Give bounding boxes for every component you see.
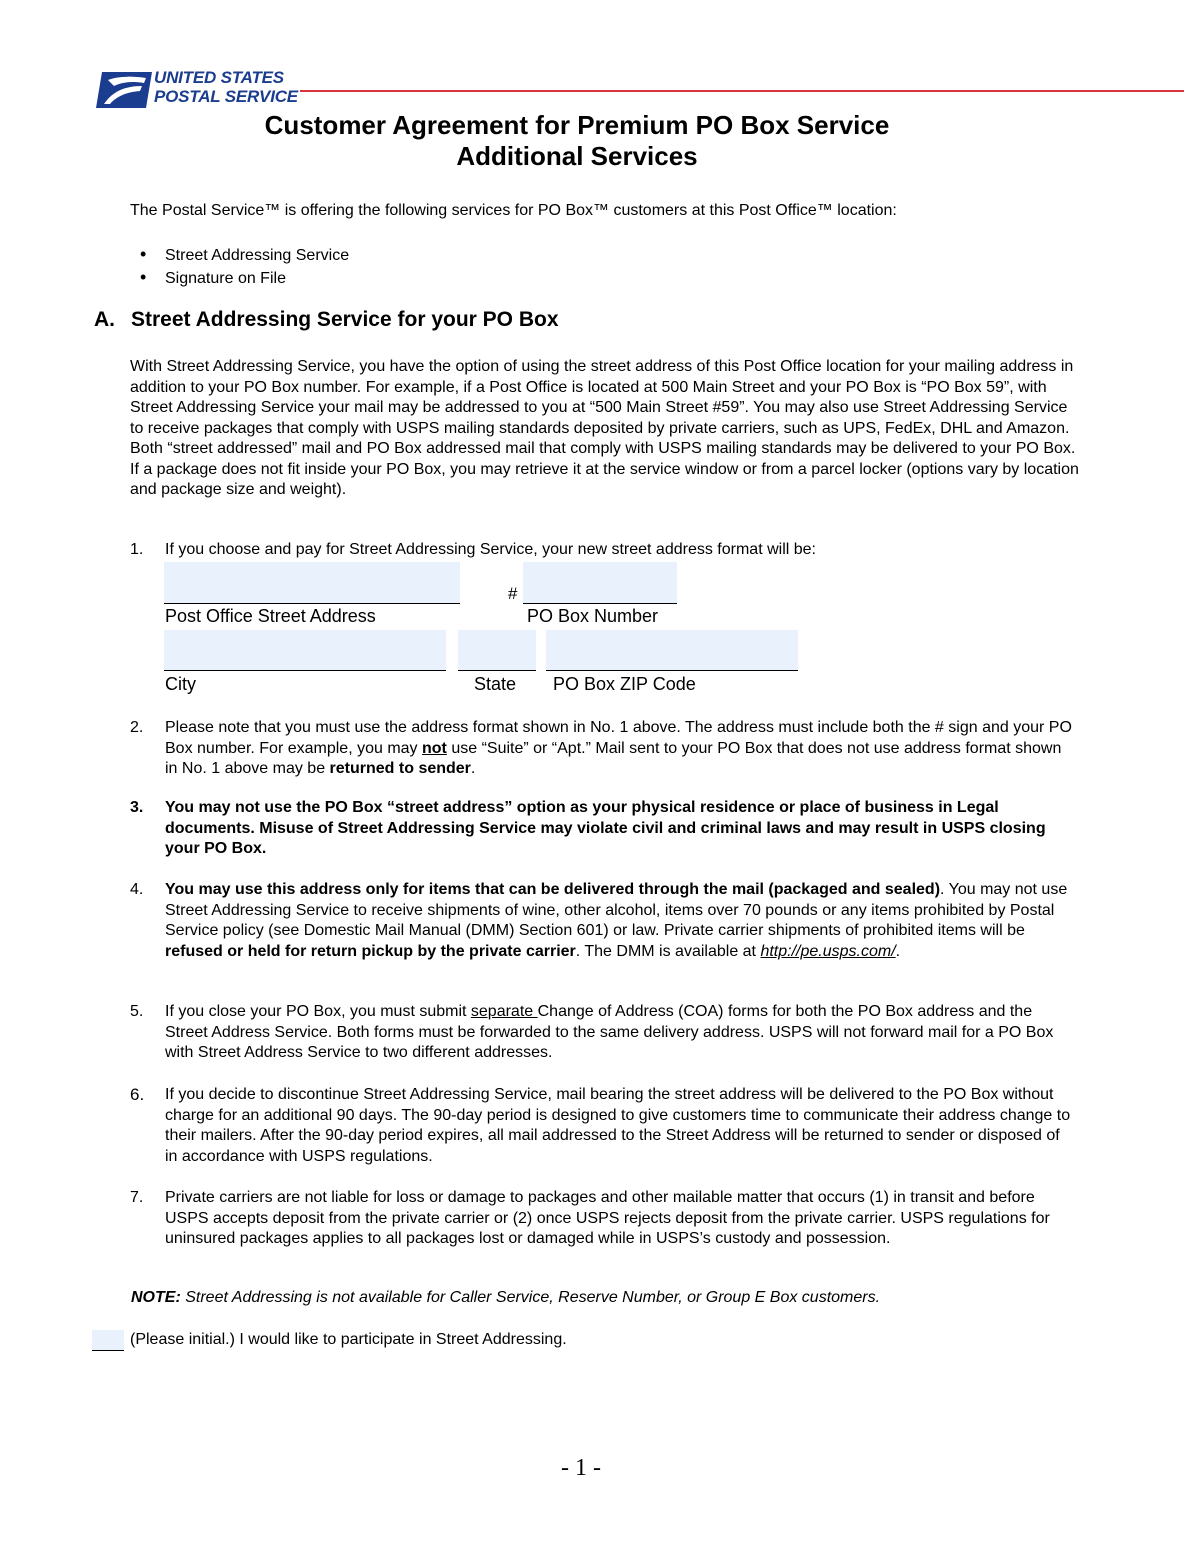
text-run: . <box>895 942 901 960</box>
text-run: . The DMM is available at <box>575 942 761 960</box>
text-run: . <box>470 760 476 777</box>
po-box-number-field[interactable] <box>523 562 677 603</box>
zip-code-label: PO Box ZIP Code <box>553 674 696 694</box>
logo-line-2: POSTAL SERVICE <box>154 87 298 106</box>
item-text: If you decide to discontinue Street Addressing Service, mail bearing the street address will be delivered to the PO Box without charge for an additional 90 days. The 90-day period is designed to give customers time to communicate their address change to their mailers. After the 90-day period expires, all mail addressed to the Street Address will be returned to sender or disposed of in accordance with USPS regulations. <box>165 1086 1071 1165</box>
city-field[interactable] <box>164 630 446 670</box>
po-box-number-underline <box>523 603 677 604</box>
list-item: • Street Addressing Service <box>140 244 349 267</box>
initial-field[interactable] <box>92 1330 124 1351</box>
item-number: 1. <box>130 541 144 558</box>
text-run: Change of Address (COA) forms for both the PO Box address and the Street Address Service. Both forms must be forwarded to the same delivery address. USPS will not forward mail for a PO Box with Street Address Service to two different addresses. <box>165 1003 1054 1061</box>
usps-logo <box>96 66 316 112</box>
text-run: . You may not use Street Addressing Service to receive shipments of wine, other alcohol, items over 70 pounds or any items prohibited by Postal Service policy (see Domestic Mail Manual (DMM) Section 601) or law. Private carrier shipments of prohibited items will be <box>165 881 1068 939</box>
section-title: Street Addressing Service for your PO Box <box>131 308 559 331</box>
city-label: City <box>165 674 196 694</box>
dmm-link[interactable]: http://pe.usps.com/ <box>760 942 896 960</box>
item-number: 7. <box>130 1189 144 1206</box>
note <box>131 1289 880 1307</box>
section-a-body: With Street Addressing Service, you have the option of using the street address of this Post Office location for your mailing address in addition to your PO Box number. For example, if a Post Office is located at 500 Main Street and your PO Box is “PO Box 59”, with Street Addressing Service your mail may be addressed to you at “500 Main Street #59”. You may also use Street Addressing Service to receive packages that comply with USPS mailing standards deposited by private carriers, such as UPS, FedEx, DHL and Amazon. Both “street addressed” mail and PO Box addressed mail that comply with USPS mailing standards may be delivered to your PO Box. If a package does not fit inside your PO Box, you may retrieve it at the service window or from a parcel locker (options vary by location and package size and weight). <box>130 358 1079 498</box>
item-number: 6. <box>130 1085 145 1104</box>
page-number: - 1 - <box>561 1455 601 1481</box>
po-box-number-label: PO Box Number <box>527 606 659 626</box>
item-text <box>165 718 1075 780</box>
state-field[interactable] <box>458 630 536 670</box>
intro-text: The Postal Service™ is offering the following services for PO Box™ customers at this Post Office™ location: <box>130 202 897 219</box>
emphasis-refused: refused or held for return pickup by the private carrier <box>165 942 576 960</box>
street-address-underline <box>164 603 460 604</box>
eagle-icon <box>96 70 152 110</box>
zip-code-field[interactable] <box>546 630 798 670</box>
list-item: • Signature on File <box>140 267 349 290</box>
page-subtitle: Additional Services <box>456 141 698 171</box>
note-label: NOTE: <box>131 1289 181 1306</box>
item-number: 3. <box>130 799 144 816</box>
street-address-field[interactable] <box>164 562 460 603</box>
section-a-heading <box>94 308 559 332</box>
street-address-label: Post Office Street Address <box>165 606 376 626</box>
item-text <box>165 880 1075 962</box>
state-label: State <box>474 674 517 694</box>
page-title: Customer Agreement for Premium PO Box Service <box>264 110 890 140</box>
logo-line-1: UNITED STATES <box>154 68 284 87</box>
emphasis-not: not <box>422 739 447 757</box>
item-text: If you choose and pay for Street Addressing Service, your new street address format will be: <box>165 541 816 558</box>
text-run: use “Suite” or “Apt.” Mail sent to your PO Box that does not use address format shown in No. 1 above may be <box>165 739 1062 777</box>
header-rule <box>300 90 1184 92</box>
item-text <box>165 1002 1075 1064</box>
services-list <box>140 244 349 290</box>
section-letter: A. <box>94 308 115 331</box>
emphasis-mail-only: You may use this address only for items that can be delivered through the mail (packaged and sealed) <box>165 881 941 898</box>
item-number: 2. <box>130 719 144 736</box>
item-number: 5. <box>130 1003 144 1020</box>
emphasis-separate: separate <box>470 1003 538 1020</box>
logo-wordmark <box>154 68 298 106</box>
state-underline <box>458 670 536 671</box>
note-text: Street Addressing is not available for Caller Service, Reserve Number, or Group E Box customers. <box>180 1289 881 1306</box>
initial-instruction: (Please initial.) I would like to participate in Street Addressing. <box>130 1331 567 1348</box>
item-text: Private carriers are not liable for loss or damage to packages and other mailable matter that occurs (1) in transit and before USPS accepts deposit from the private carrier or (2) once USPS rejects deposit from the private carrier. USPS regulations for uninsured packages applies to all packages lost or damaged while in USPS’s custody and possession. <box>165 1189 1050 1247</box>
zip-code-underline <box>546 670 798 671</box>
text-run: If you close your PO Box, you must submit <box>165 1003 471 1020</box>
hash-sign: # <box>508 584 518 603</box>
item-text: You may not use the PO Box “street address” option as your physical residence or place of business in Legal documents. Misuse of Street Addressing Service may violate civil and criminal laws and may result in USPS closing your PO Box. <box>165 799 1046 857</box>
text-run: Please note that you must use the address format shown in No. 1 above. The address must include both the # sign and your PO Box number. For example, you may <box>165 719 1072 757</box>
emphasis-returned: returned to sender <box>329 760 471 777</box>
city-underline <box>164 670 446 671</box>
item-number: 4. <box>130 881 144 898</box>
